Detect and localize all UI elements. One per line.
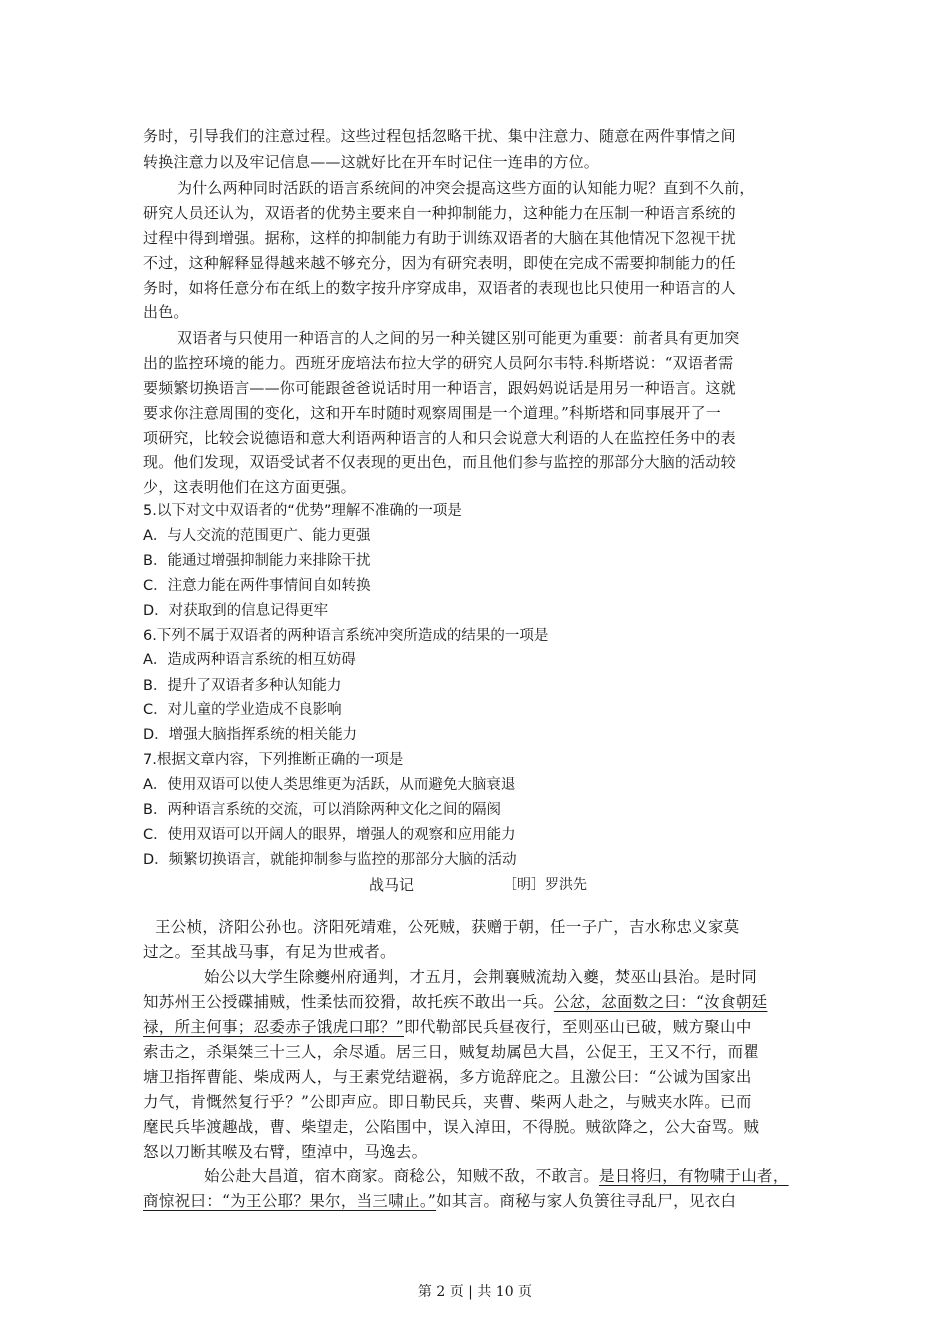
classical-line: 力气，肯慨然复行乎？”公即声应。即日勒民兵，夹曹、柴两人赴之，与贼夹水阵。已而 bbox=[143, 1093, 752, 1111]
passage-line: 务时，如将任意分布在纸上的数字按升序穿成串，双语者的表现也比只使用一种语言的人 bbox=[143, 279, 736, 297]
classical-line: 麾民兵毕渡趣战，曹、柴望走，公陷围中，误入淖田，不得脱。贼欲降之，公大奋骂。贼 bbox=[143, 1118, 760, 1136]
classical-line: 怒以刀断其喉及右臂，堕淖中，马逸去。 bbox=[143, 1143, 428, 1161]
answer-option: B．两种语言系统的交流，可以消除两种文化之间的隔阂 bbox=[143, 802, 501, 818]
passage-author: ［明］罗洪先 bbox=[503, 877, 587, 893]
passage-title: 战马记 bbox=[369, 876, 415, 894]
answer-option: A．造成两种语言系统的相互妨碍 bbox=[143, 652, 356, 668]
question-stem: 5.以下对文中双语者的“优势”理解不准确的一项是 bbox=[143, 503, 462, 519]
page-footer: 第 2 页 | 共 10 页 bbox=[417, 1284, 533, 1300]
classical-line bbox=[204, 1166, 789, 1186]
answer-option: D．增强大脑指挥系统的相关能力 bbox=[143, 727, 358, 743]
passage-line: 要求你注意周围的变化，这和开车时随时观察周围是一个道理。”科斯塔和同事展开了一 bbox=[143, 404, 721, 422]
passage-line: 为什么两种同时活跃的语言系统间的冲突会提高这些方面的认知能力呢？直到不久前， bbox=[177, 179, 755, 197]
passage-line: 少，这表明他们在这方面更强。 bbox=[143, 478, 356, 496]
passage-line: 出的监控环境的能力。西班牙庞培法布拉大学的研究人员阿尔韦特.科斯塔说：“双语者需 bbox=[143, 354, 734, 372]
answer-option: D．频繁切换语言，就能抑制参与监控的那部分大脑的活动 bbox=[143, 852, 517, 868]
answer-option: A．使用双语可以使人类思维更为活跃，从而避免大脑衰退 bbox=[143, 777, 516, 793]
answer-option: C．使用双语可以开阔人的眼界，增强人的观察和应用能力 bbox=[143, 827, 516, 843]
classical-text: 始公赴大昌道，宿木商家。商稔公，知贼不敌，不敢言。 bbox=[204, 1167, 600, 1185]
answer-option: C．注意力能在两件事情间自如转换 bbox=[143, 578, 371, 594]
classical-text: 知苏州王公授碟捕贼，性柔怯而狡猾，故托疾不敢出一兵。 bbox=[143, 993, 554, 1011]
passage-line: 出色。 bbox=[143, 303, 189, 321]
passage-line: 不过，这种解释显得越来越不够充分，因为有研究表明，即使在完成不需要抑制能力的任 bbox=[143, 254, 736, 272]
underlined-sentence: 公忿，忿面数之曰：“汝食朝廷 bbox=[553, 993, 768, 1011]
classical-line bbox=[143, 1191, 736, 1211]
underlined-sentence: 商惊祝曰：“为王公耶？果尔，当三啸止。” bbox=[143, 1192, 437, 1210]
question-stem: 7.根据文章内容，下列推断正确的一项是 bbox=[143, 752, 404, 768]
classical-line bbox=[143, 1017, 752, 1037]
answer-option: C．对儿童的学业造成不良影响 bbox=[143, 702, 342, 718]
classical-line: 过之。至其战马事，有足为世戒者。 bbox=[143, 943, 396, 961]
answer-option: B．提升了双语者多种认知能力 bbox=[143, 678, 342, 694]
classical-line: 始公以大学生除夔州府通判，才五月，会荆襄贼流劫入夔，焚巫山县治。是时同 bbox=[204, 968, 758, 986]
passage-line: 过程中得到增强。据称，这样的抑制能力有助于训练双语者的大脑在其他情况下忽视干扰 bbox=[143, 229, 736, 247]
question-stem: 6.下列不属于双语者的两种语言系统冲突所造成的结果的一项是 bbox=[143, 628, 549, 644]
underlined-sentence: 禄，所主何事；忍委赤子饿虎口耶？” bbox=[143, 1018, 405, 1036]
classical-text: 如其言。 bbox=[436, 1192, 500, 1210]
underlined-sentence: 是日将归，有物啸于山者， bbox=[599, 1167, 789, 1185]
passage-line: 现。他们发现，双语受试者不仅表现的更出色，而且他们参与监控的那部分大脑的活动较 bbox=[143, 453, 736, 471]
answer-option: A．与人交流的范围更广、能力更强 bbox=[143, 528, 371, 544]
classical-line: 索击之，杀渠桀三十三人，余尽遁。居三日，贼复劫属邑大昌，公促王，王又不行，而瞿 bbox=[143, 1043, 760, 1061]
passage-line: 双语者与只使用一种语言的人之间的另一种关键区别可能更为重要：前者具有更加突 bbox=[177, 329, 740, 347]
answer-option: D．对获取到的信息记得更牢 bbox=[143, 603, 329, 619]
classical-line: 王公桢，济阳公孙也。济阳死靖难，公死贼，获赠于朝，任一子广，吉水称忠义家莫 bbox=[155, 918, 740, 936]
passage-line: 转换注意力以及牢记信息——这就好比在开车时记住一连串的方位。 bbox=[143, 153, 600, 171]
passage-line: 务时，引导我们的注意过程。这些过程包括忽略干扰、集中注意力、随意在两件事情之间 bbox=[143, 127, 736, 145]
passage-line: 研究人员还认为，双语者的优势主要来自一种抑制能力，这种能力在压制一种语言系统的 bbox=[143, 204, 736, 222]
passage-line: 要频繁切换语言——你可能跟爸爸说话时用一种语言，跟妈妈说话是用另一种语言。这就 bbox=[143, 379, 736, 397]
classical-text: 商秘与家人负箦往寻乱尸，见衣白 bbox=[499, 1192, 737, 1210]
classical-line bbox=[143, 992, 767, 1012]
passage-line: 项研究，比较会说德语和意大利语两种语言的人和只会说意大利语的人在监控任务中的表 bbox=[143, 429, 736, 447]
classical-line: 塘卫指挥曹能、柴成两人，与王素党结避祸，多方诡辞庇之。且激公曰：“公诚为国家出 bbox=[143, 1068, 752, 1086]
answer-option: B．能通过增强抑制能力来排除干扰 bbox=[143, 553, 371, 569]
classical-text: 即代勒部民兵昼夜行，至则巫山已破，贼方聚山中 bbox=[404, 1018, 752, 1036]
